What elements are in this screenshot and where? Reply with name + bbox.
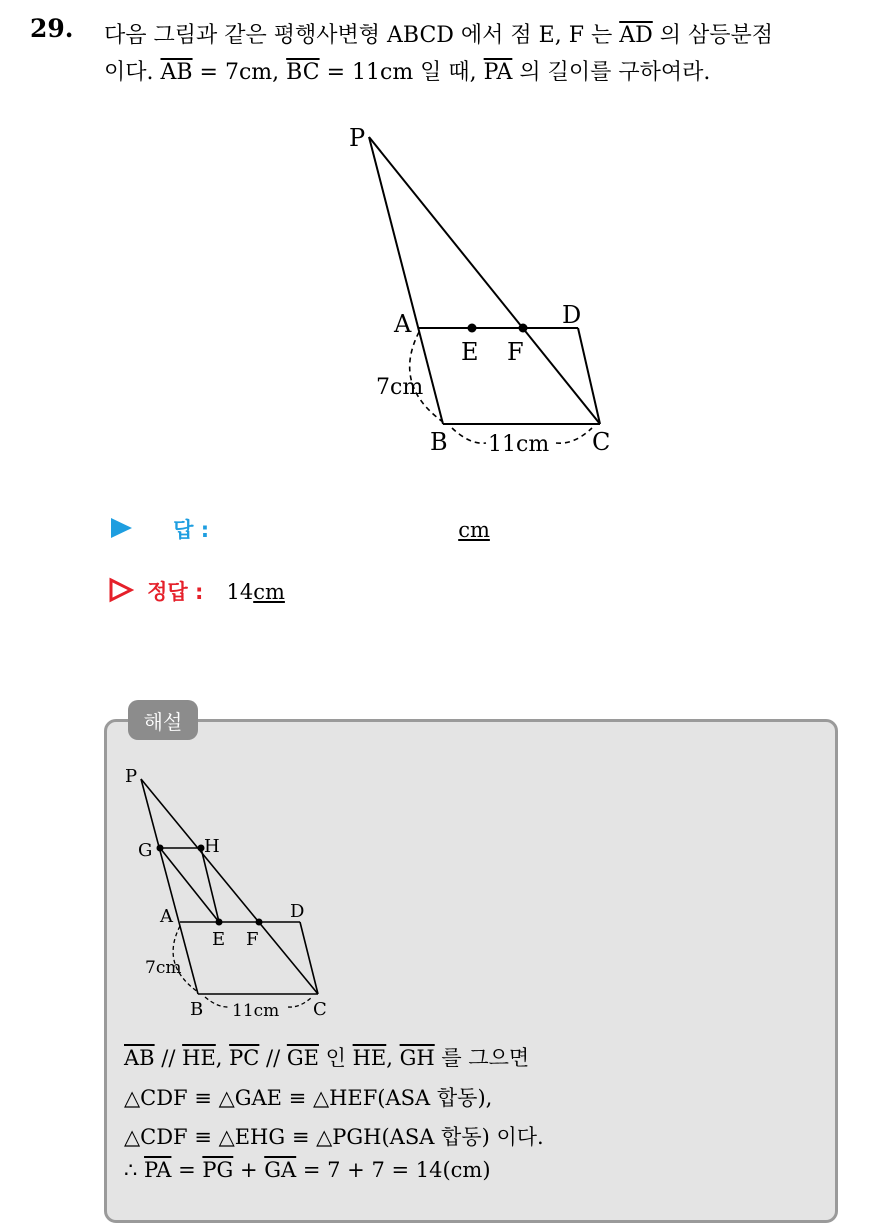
label-b: B bbox=[430, 428, 448, 456]
segment-ad: $\overline{AD}$ bbox=[619, 23, 653, 48]
segment-bc: $\overline{BC}$ bbox=[286, 60, 320, 85]
label-p: P bbox=[349, 124, 366, 152]
segment-ab: $\overline{AB}$ bbox=[160, 60, 193, 85]
correct-answer-value: 14 bbox=[226, 580, 254, 604]
bc-length-arc-right bbox=[556, 428, 592, 443]
label-bc-length: 11cm bbox=[488, 432, 550, 457]
correct-answer-unit: cm bbox=[253, 580, 285, 604]
sol-label-ab-length: 7cm bbox=[145, 958, 182, 978]
solution-figure bbox=[104, 719, 838, 1029]
solution-line-2: △CDF ≡ △GAE ≡ △HEF(ASA 합동), bbox=[124, 1086, 493, 1110]
sol-label-p: P bbox=[125, 766, 138, 787]
sol-label-e: E bbox=[212, 929, 226, 950]
answer-row bbox=[108, 514, 490, 544]
segment-pa: $\overline{PA}$ bbox=[483, 60, 513, 85]
label-a: A bbox=[394, 310, 412, 338]
label-e: E bbox=[461, 338, 479, 366]
sol-point-f bbox=[256, 919, 263, 926]
sol-label-a: A bbox=[160, 906, 173, 927]
sol-bc-arc-right bbox=[288, 997, 312, 1007]
sol-label-b: B bbox=[190, 999, 204, 1020]
solution-line-1: $\overline{AB} // \overline{HE}$, $\overline{PC} // \overline{GE}$ 인 $\overline{HE}$, $\overline{GH}$ 를 그으면 bbox=[124, 1046, 530, 1070]
play-triangle-filled-icon bbox=[108, 516, 134, 540]
sol-label-bc-length: 11cm bbox=[232, 1001, 280, 1021]
sol-label-f: F bbox=[246, 929, 259, 950]
sol-bc-arc-left bbox=[205, 997, 230, 1007]
label-ab-length: 7cm bbox=[376, 375, 424, 400]
question-number: 29. bbox=[30, 14, 74, 43]
correct-answer-row bbox=[108, 576, 285, 606]
point-f bbox=[519, 324, 528, 333]
question-line-1: 다음 그림과 같은 평행사변형 ABCD 에서 점 E, F 는 $\overline{AD}$ 의 삼등분점 bbox=[104, 23, 773, 48]
question-line-2: 이다. $\overline{AB} = 7cm$, $\overline{BC} = 11cm$ 일 때, $\overline{PA}$ 의 길이를 구하여라. bbox=[104, 60, 711, 85]
play-triangle-outline-icon bbox=[108, 577, 134, 603]
point-e bbox=[468, 324, 477, 333]
sol-label-h: H bbox=[204, 836, 220, 857]
sol-label-g: G bbox=[138, 840, 153, 861]
sol-point-g bbox=[157, 845, 164, 852]
parallelogram-figure bbox=[0, 0, 884, 480]
bc-length-arc-left bbox=[452, 428, 486, 443]
label-f: F bbox=[507, 338, 524, 366]
solution-line-4: ∴ $\overline{PA} = \overline{PG} + \overline{GA} = 7 + 7 = 14(cm)$ bbox=[124, 1158, 491, 1182]
label-d: D bbox=[562, 301, 582, 329]
label-c: C bbox=[592, 428, 611, 456]
sol-label-d: D bbox=[290, 901, 305, 922]
sol-label-c: C bbox=[313, 999, 327, 1020]
solution-line-3: △CDF ≡ △EHG ≡ △PGH(ASA 합동) 이다. bbox=[124, 1125, 544, 1149]
correct-answer-label: 정답 : bbox=[147, 580, 204, 604]
sol-point-e bbox=[216, 919, 223, 926]
answer-label: 답 : bbox=[173, 518, 210, 542]
solution-tag: 해설 bbox=[128, 700, 198, 740]
answer-unit[interactable]: cm bbox=[458, 518, 490, 542]
